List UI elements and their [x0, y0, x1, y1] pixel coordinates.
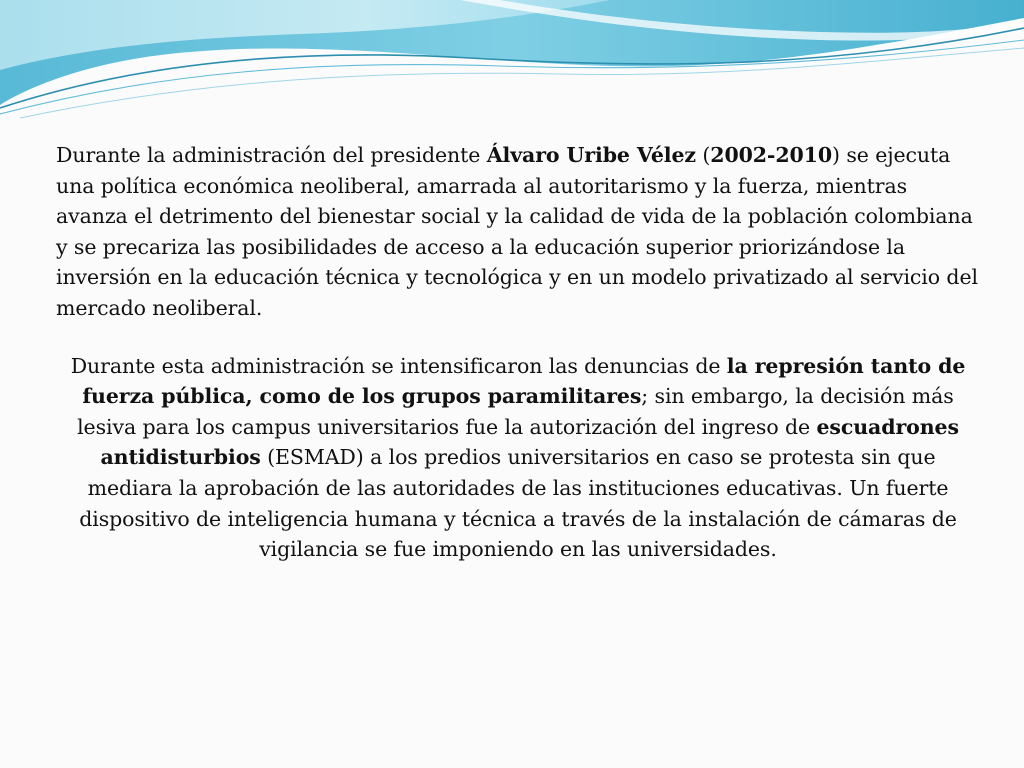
- p1-text-2: (: [695, 143, 711, 167]
- paragraph-repression: [56, 351, 980, 565]
- p1-text-3: ) se ejecuta una política económica neoliberal, amarrada al autoritarismo y la fuerza, mientras avanza el detrimento del bienestar social y la calidad de vida de la población colombiana y se precariza las posibilidades de acceso a la educación superior priorizándose la inversión en la educación técnica y tecnológica y en un modelo privatizado al servicio del mercado neoliberal.: [56, 143, 978, 320]
- p1-text-1: Durante la administración del presidente: [56, 143, 487, 167]
- decorative-wave-header: [0, 0, 1024, 130]
- p2-bold-repression: la represión tanto de fuerza pública, como de los grupos paramilitares: [82, 353, 966, 409]
- p1-bold-period: 2002-2010: [710, 143, 833, 167]
- p2-bold-riot-squads: escuadrones antidisturbios: [100, 414, 959, 470]
- p2-text-2: ; sin embargo, la decisión más lesiva para los campus universitarios fue la autorización del ingreso de: [77, 384, 954, 439]
- paragraph-economic-policy: [56, 140, 980, 324]
- p1-bold-president-name: Álvaro Uribe Vélez: [486, 143, 696, 167]
- slide-body: [56, 140, 980, 565]
- p2-text-3: (ESMAD) a los predios universitarios en caso se protesta sin que mediara la aprobación de las autoridades de las instituciones educativas. Un fuerte dispositivo de inteligencia humana y técnica a través de la instalación de cámaras de vigilancia se fue imponiendo en las universidades.: [79, 445, 957, 562]
- p2-text-1: Durante esta administración se intensificaron las denuncias de: [70, 353, 727, 378]
